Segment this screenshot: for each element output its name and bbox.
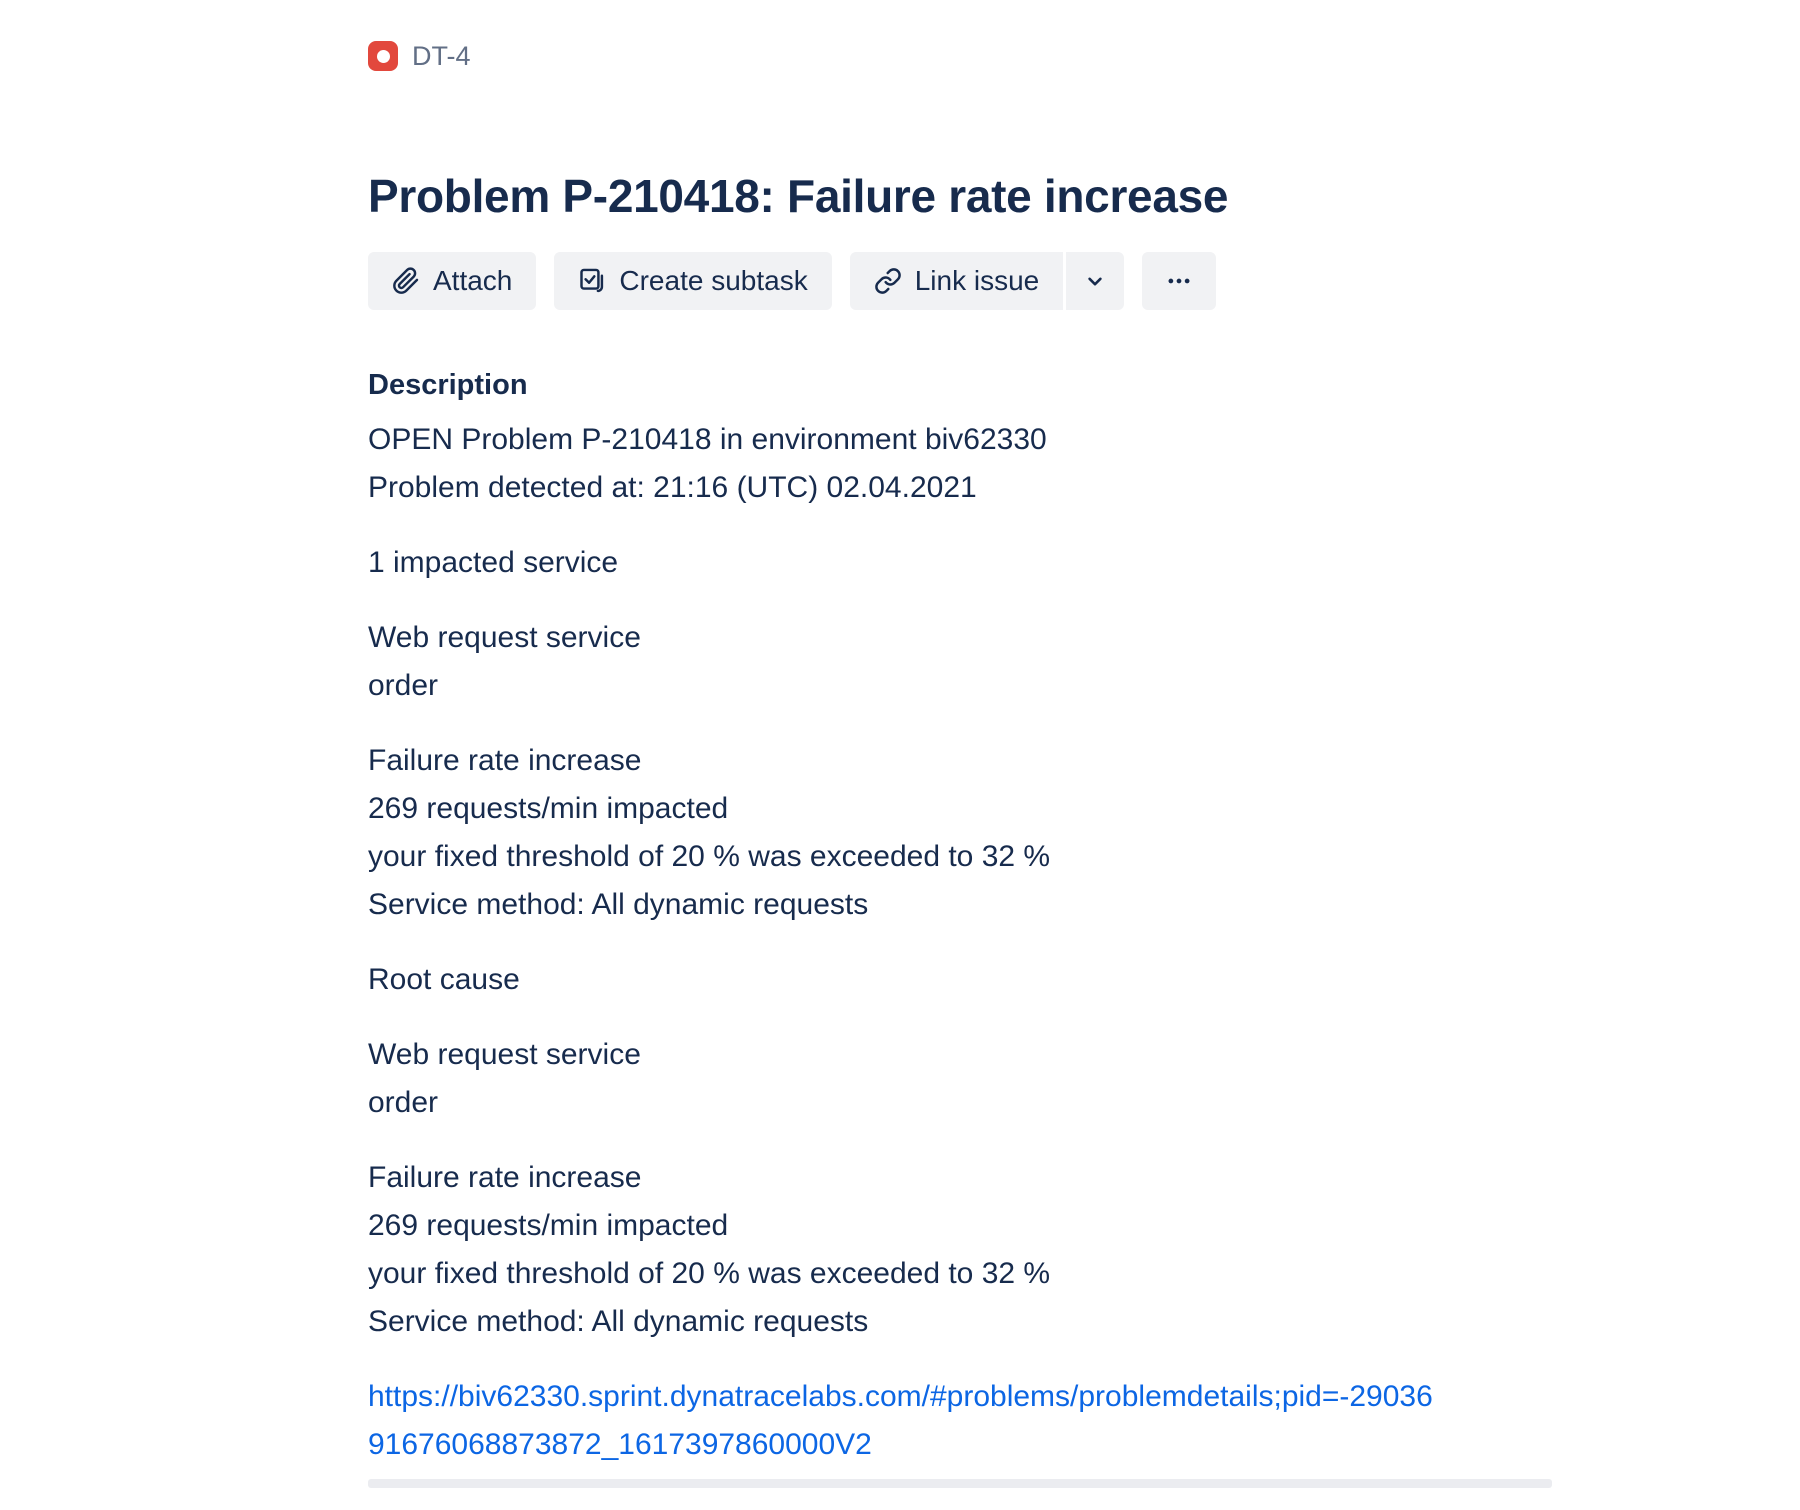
description-paragraph bbox=[368, 1031, 1558, 1127]
create-subtask-button[interactable] bbox=[554, 252, 831, 310]
create-subtask-label: Create subtask bbox=[619, 265, 808, 296]
description-paragraph bbox=[368, 1154, 1558, 1346]
subtask-checkbox-icon bbox=[578, 267, 606, 295]
more-actions-button[interactable] bbox=[1142, 252, 1216, 310]
description-line: 269 requests/min impacted bbox=[368, 792, 729, 825]
description-link-paragraph bbox=[368, 1373, 1558, 1469]
section-divider bbox=[368, 1479, 1552, 1488]
description-line: Failure rate increase bbox=[368, 1161, 642, 1194]
issue-detail-panel bbox=[368, 0, 1558, 1488]
description-line: Web request service bbox=[368, 621, 641, 654]
toolbar bbox=[368, 252, 1558, 310]
breadcrumb bbox=[368, 41, 1558, 71]
attach-button[interactable] bbox=[368, 252, 536, 310]
paperclip-icon bbox=[392, 267, 420, 295]
issue-key-link[interactable]: DT-4 bbox=[412, 40, 471, 71]
bug-icon-dot bbox=[377, 50, 390, 63]
description-section bbox=[368, 366, 1558, 1469]
description-paragraph bbox=[368, 416, 1558, 512]
description-line: Root cause bbox=[368, 963, 520, 996]
description-line: Problem detected at: 21:16 (UTC) 02.04.2021 bbox=[368, 471, 977, 504]
description-line: order bbox=[368, 669, 439, 702]
description-paragraph bbox=[368, 956, 1558, 1004]
description-paragraph bbox=[368, 539, 1558, 587]
description-heading: Description bbox=[368, 369, 528, 401]
link-issue-button[interactable] bbox=[850, 252, 1064, 310]
link-issue-dropdown-button[interactable] bbox=[1066, 252, 1124, 310]
problem-link-line: https://biv62330.sprint.dynatracelabs.com/#problems/problemdetails;pid=-29036 bbox=[368, 1380, 1433, 1413]
description-line: Service method: All dynamic requests bbox=[368, 888, 869, 921]
attach-label: Attach bbox=[433, 265, 513, 296]
ellipsis-icon bbox=[1166, 268, 1192, 294]
description-line: Failure rate increase bbox=[368, 744, 642, 777]
chevron-down-icon bbox=[1082, 268, 1108, 294]
description-line: 269 requests/min impacted bbox=[368, 1209, 729, 1242]
description-paragraph bbox=[368, 614, 1558, 710]
problem-link-line: 91676068873872_1617397860000V2 bbox=[368, 1428, 872, 1461]
description-line: Web request service bbox=[368, 1038, 641, 1071]
description-line: order bbox=[368, 1086, 439, 1119]
bug-icon[interactable] bbox=[368, 41, 398, 71]
page-title: Problem P-210418: Failure rate increase bbox=[368, 170, 1229, 222]
description-line: OPEN Problem P-210418 in environment biv62330 bbox=[368, 423, 1047, 456]
description-line: your fixed threshold of 20 % was exceeded to 32 % bbox=[368, 840, 1051, 873]
description-body bbox=[368, 416, 1558, 1469]
link-issue-split-button bbox=[850, 252, 1125, 310]
description-line: your fixed threshold of 20 % was exceeded to 32 % bbox=[368, 1257, 1051, 1290]
link-issue-label: Link issue bbox=[914, 265, 1040, 296]
description-line: Service method: All dynamic requests bbox=[368, 1305, 869, 1338]
description-paragraph bbox=[368, 737, 1558, 929]
problem-link[interactable] bbox=[368, 1373, 1558, 1469]
description-line: 1 impacted service bbox=[368, 546, 619, 579]
chain-link-icon bbox=[874, 267, 902, 295]
